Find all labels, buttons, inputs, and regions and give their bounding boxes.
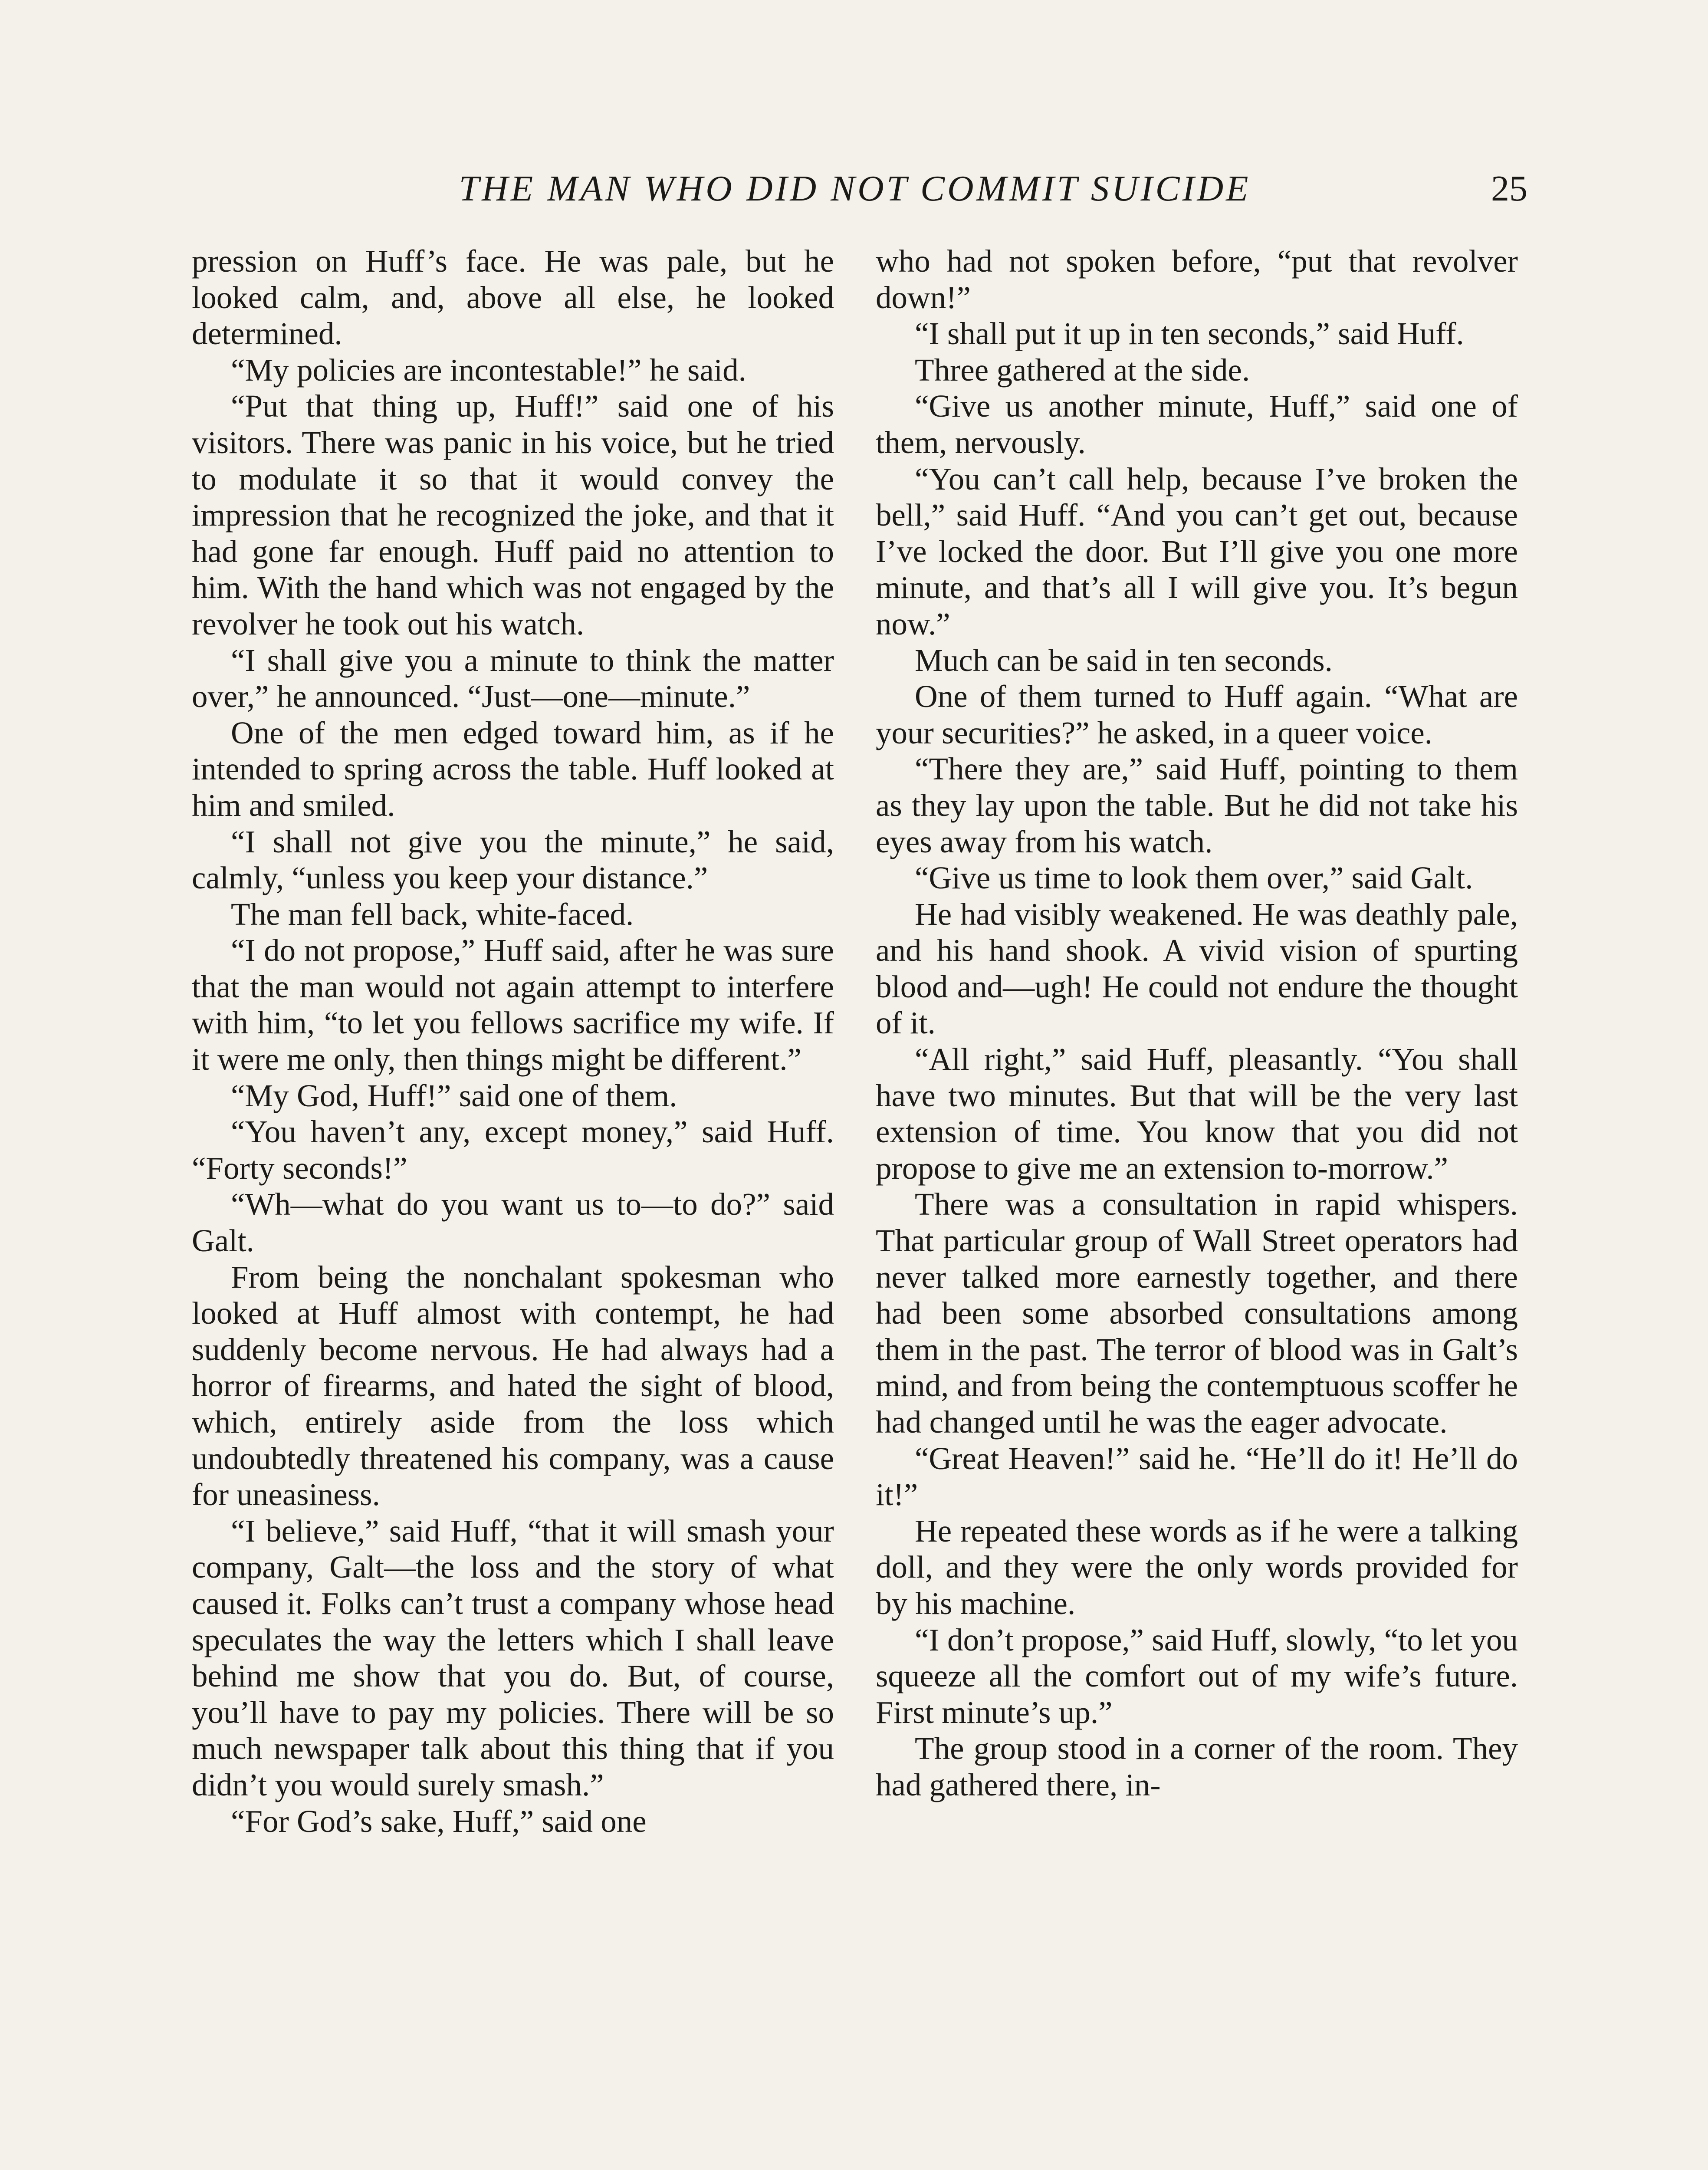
right-column xyxy=(876,243,1518,1803)
paragraph: “You haven’t any, except money,” said Huff. “Forty seconds!” xyxy=(192,1114,834,1186)
paragraph: pression on Huff’s face. He was pale, but he looked calm, and, above all else, he looked determined. xyxy=(192,243,834,352)
paragraph: “I do not propose,” Huff said, after he was sure that the man would not again attempt to interfere with him, “to let you fellows sacrifice my wife. If it were me only, then things might be different.” xyxy=(192,933,834,1077)
paragraph: Much can be said in ten seconds. xyxy=(915,642,1333,678)
paragraph: “For God’s sake, Huff,” said one xyxy=(231,1803,647,1839)
paragraph: “Give us another minute, Huff,” said one of them, nervously. xyxy=(876,388,1518,460)
left-column xyxy=(192,243,834,1839)
paragraph: “I don’t propose,” said Huff, slowly, “to let you squeeze all the comfort out of my wife’s future. First minute’s up.” xyxy=(876,1622,1518,1730)
paragraph: One of them turned to Huff again. “What are your securities?” he asked, in a queer voice. xyxy=(876,679,1518,750)
paragraph: “Great Heaven!” said he. “He’ll do it! He’ll do it!” xyxy=(876,1440,1518,1512)
paragraph: The man fell back, white-faced. xyxy=(231,896,634,932)
paragraph: One of the men edged toward him, as if he intended to spring across the table. Huff looked at him and smiled. xyxy=(192,715,834,823)
paragraph: He repeated these words as if he were a talking doll, and they were the only words provided for by his machine. xyxy=(876,1513,1518,1621)
paragraph: “Put that thing up, Huff!” said one of his visitors. There was panic in his voice, but he tried to modulate it so that it would convey the impression that he recognized the joke, and that it had gone far enough. Huff paid no attention to him. With the hand which was not engaged by the revolver he took out his watch. xyxy=(192,388,834,641)
page-header xyxy=(182,163,1527,215)
paragraph: “I shall put it up in ten seconds,” said Huff. xyxy=(915,316,1464,352)
paragraph: “Give us time to look them over,” said Galt. xyxy=(915,860,1473,896)
paragraph: From being the nonchalant spokesman who looked at Huff almost with contempt, he had suddenly become nervous. He had always had a horror of firearms, and hated the sight of blood, which, entirely aside from the loss which undoubtedly threatened his company, was a cause for uneasiness. xyxy=(192,1259,834,1512)
paragraph: “I shall not give you the minute,” he said, calmly, “unless you keep your distance.” xyxy=(192,824,834,896)
paragraph: “I believe,” said Huff, “that it will smash your company, Galt—the loss and the story of what caused it. Folks can’t trust a company whose head speculates the way the letters which I shall leave behind me show that you do. But, of course, you’ll have to pay my policies. There will be so much newspaper talk about this thing that if you didn’t you would surely smash.” xyxy=(192,1513,834,1802)
paragraph: Three gathered at the side. xyxy=(915,352,1250,388)
paragraph: There was a consultation in rapid whispers. That particular group of Wall Street operators had never talked more earnestly together, and there had been some absorbed consultations among them in the past. The terror of blood was in Galt’s mind, and from being the contemptuous scoffer he had changed until he was the eager advocate. xyxy=(876,1187,1518,1440)
paragraph: “All right,” said Huff, pleasantly. “You shall have two minutes. But that will be the very last extension of time. You know that you did not propose to give me an extension to-morrow.” xyxy=(876,1042,1518,1186)
paragraph: who had not spoken before, “put that revolver down!” xyxy=(876,243,1518,315)
paragraph: “I shall give you a minute to think the matter over,” he announced. “Just—one—minute.” xyxy=(192,642,834,714)
paragraph: “You can’t call help, because I’ve broken the bell,” said Huff. “And you can’t get out, because I’ve locked the door. But I’ll give you one more minute, and that’s all I will give you. It’s begun now.” xyxy=(876,461,1518,641)
running-title: THE MAN WHO DID NOT COMMIT SUICIDE xyxy=(459,168,1251,209)
paragraph: “My policies are incontestable!” he said. xyxy=(231,352,746,388)
paragraph: “My God, Huff!” said one of them. xyxy=(231,1078,677,1113)
paragraph: “There they are,” said Huff, pointing to them as they lay upon the table. But he did not take his eyes away from his watch. xyxy=(876,751,1518,859)
paragraph: He had visibly weakened. He was deathly pale, and his hand shook. A vivid vision of spurting blood and—ugh! He could not endure the thought of it. xyxy=(876,896,1518,1041)
page-number: 25 xyxy=(1491,168,1527,209)
paragraph: The group stood in a corner of the room. They had gathered there, in- xyxy=(876,1731,1518,1802)
paragraph: “Wh—what do you want us to—to do?” said Galt. xyxy=(192,1187,834,1259)
